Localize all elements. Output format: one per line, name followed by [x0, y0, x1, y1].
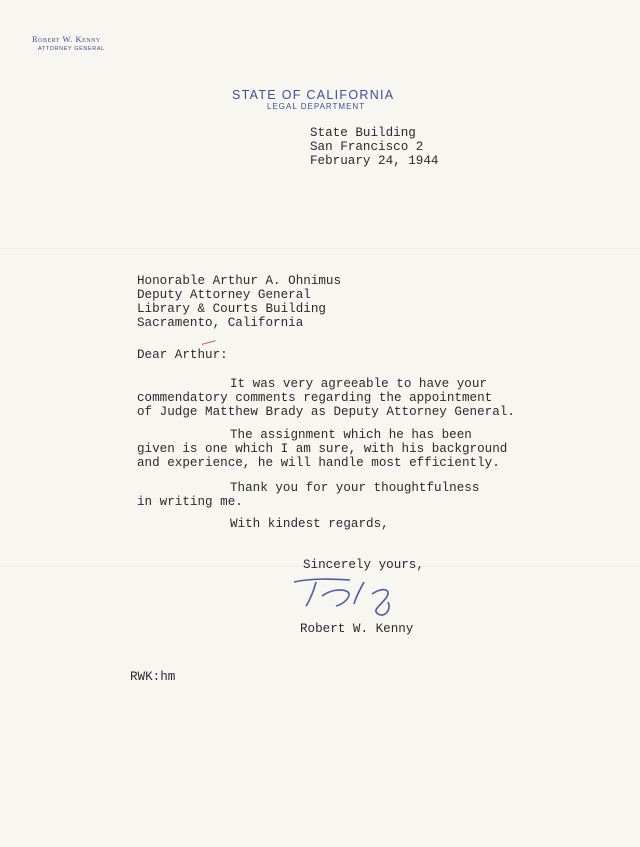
body-line: and experience, he will handle most efficiently. [137, 456, 500, 470]
recipient-line: Library & Courts Building [137, 302, 326, 316]
letterhead-title: ATTORNEY GENERAL [38, 46, 105, 52]
typist-initials: RWK:hm [130, 670, 176, 684]
closing: Sincerely yours, [303, 558, 424, 572]
salutation: Dear Arthur: [137, 348, 228, 362]
body-line: in writing me. [137, 495, 243, 509]
letterhead-name: Robert W. Kenny [32, 34, 101, 44]
signer-name: Robert W. Kenny [300, 622, 414, 636]
body-line: of Judge Matthew Brady as Deputy Attorney General. [137, 405, 515, 419]
sender-address-line: State Building [310, 126, 416, 140]
recipient-line: Deputy Attorney General [137, 288, 311, 302]
paper-fold [0, 248, 640, 249]
body-line: given is one which I am sure, with his background [137, 442, 508, 456]
handwritten-signature [292, 576, 402, 620]
body-line: commendatory comments regarding the appointment [137, 391, 493, 405]
recipient-line: Sacramento, California [137, 316, 304, 330]
body-line: It was very agreeable to have your [230, 377, 487, 391]
sender-address-line: San Francisco 2 [310, 140, 424, 154]
recipient-line: Honorable Arthur A. Ohnimus [137, 274, 342, 288]
body-line: The assignment which he has been [230, 428, 472, 442]
letterhead-dept: LEGAL DEPARTMENT [267, 102, 366, 111]
letterhead-org: STATE OF CALIFORNIA [232, 88, 395, 102]
red-pencil-mark [202, 340, 217, 347]
body-line: With kindest regards, [230, 517, 389, 531]
letter-date: February 24, 1944 [310, 154, 439, 168]
body-line: Thank you for your thoughtfulness [230, 481, 480, 495]
